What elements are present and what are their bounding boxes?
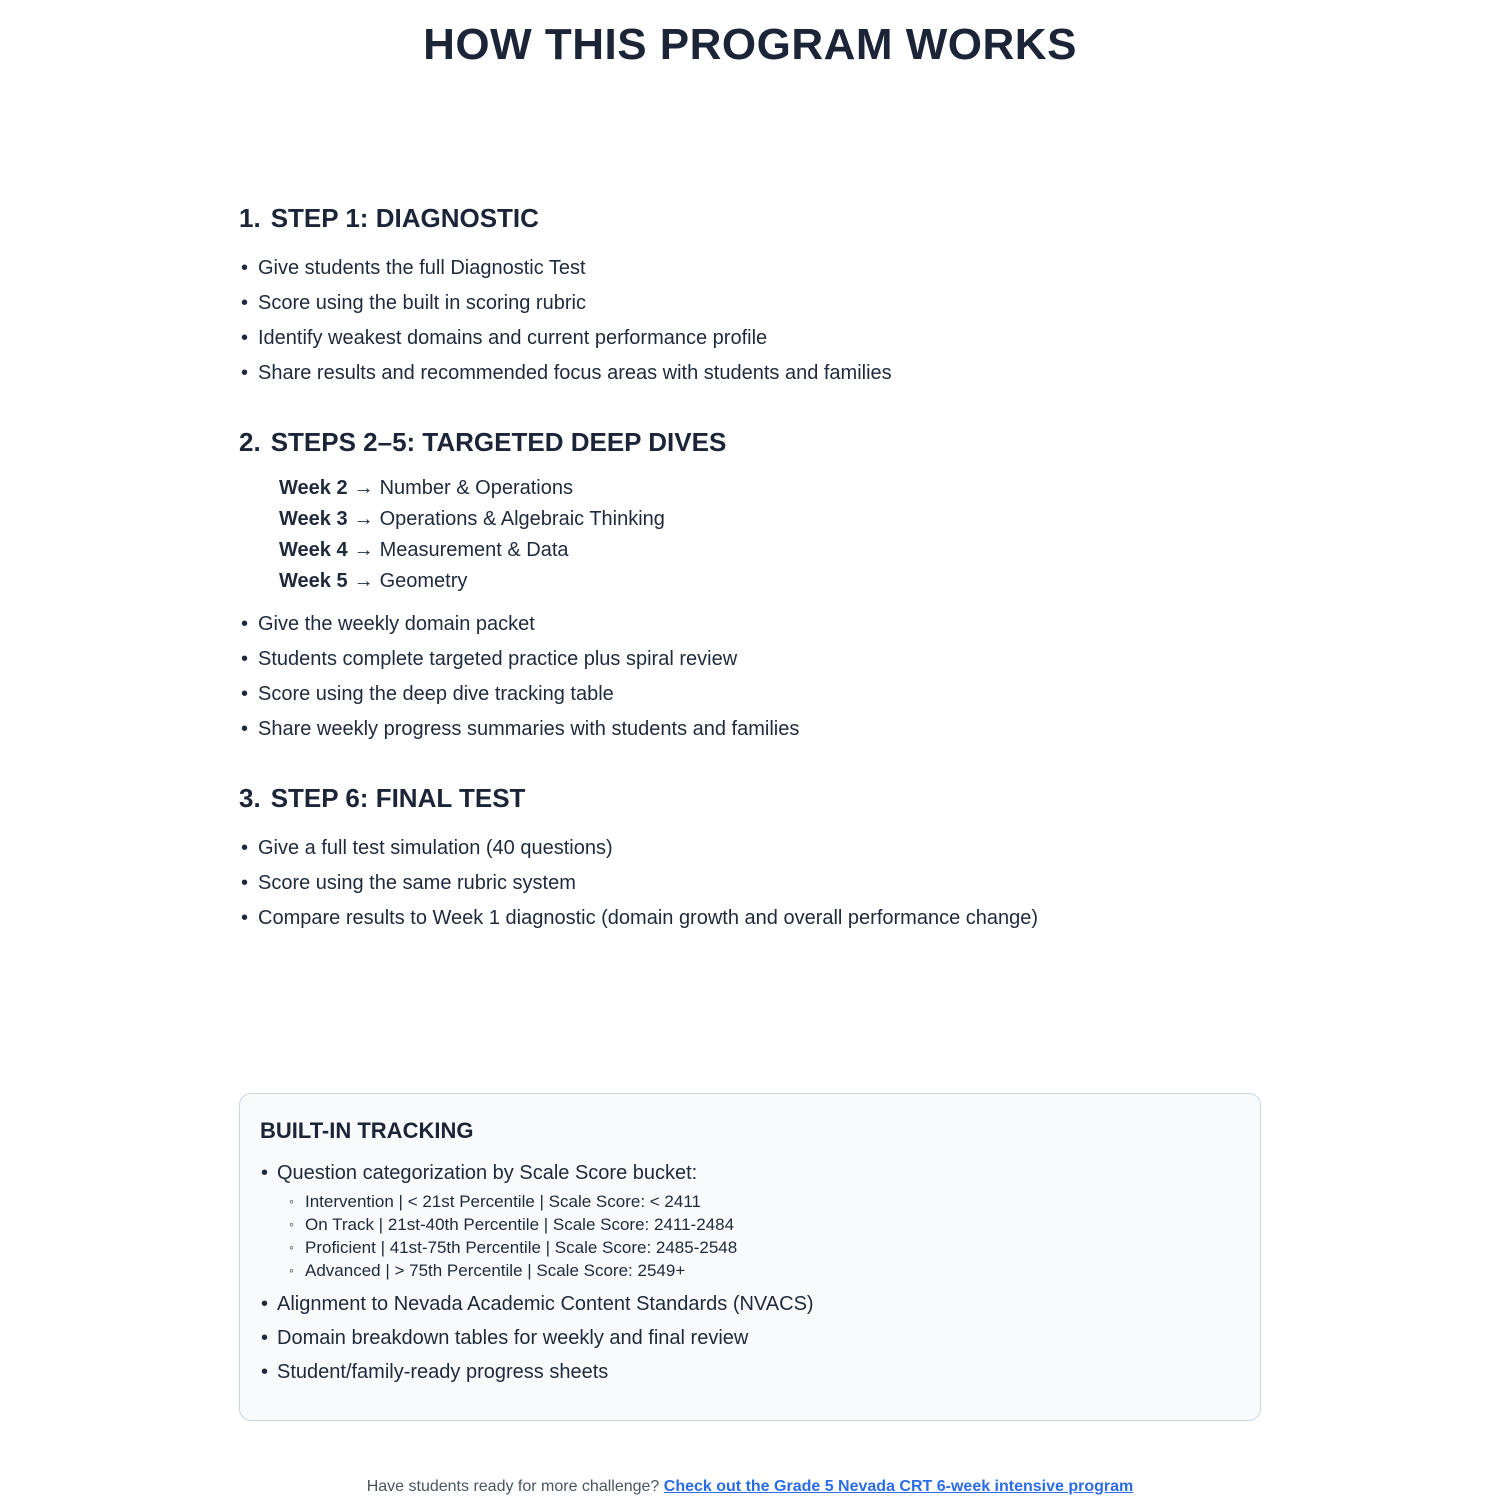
tracking-list (260, 1161, 1238, 1384)
bullet-list (239, 256, 1261, 385)
week-topic: Operations & Algebraic Thinking (379, 508, 665, 530)
bullet-item: • Students complete targeted practice plus spiral review (239, 647, 1261, 671)
tracking-item (260, 1161, 1238, 1282)
tracking-item-label: Question categorization by Scale Score bucket: (277, 1162, 698, 1184)
page-title: HOW THIS PROGRAM WORKS (423, 20, 1077, 69)
section-heading (239, 203, 1261, 234)
bucket-on-track: ◦ On Track | 21st-40th Percentile | Scale Score: 2411-2484 (289, 1213, 1238, 1236)
week-label: Week 5 (279, 570, 348, 592)
section-number: 1. (239, 203, 261, 233)
week-label: Week 3 (279, 508, 348, 530)
week-row (279, 538, 1261, 562)
document-page (0, 20, 1500, 1500)
scale-score-bucket-list (289, 1190, 1238, 1282)
tracking-item: • Domain breakdown tables for weekly and final review (260, 1326, 1238, 1350)
week-row (279, 569, 1261, 593)
bullet-item: • Share weekly progress summaries with students and families (239, 717, 1261, 741)
week-schedule (279, 476, 1261, 593)
content-area (239, 70, 1261, 1421)
bullet-item: • Score using the same rubric system (239, 871, 1261, 895)
section-heading-label: STEPS 2–5: TARGETED DEEP DIVES (270, 427, 727, 457)
section-heading-label: STEP 1: DIAGNOSTIC (270, 203, 539, 233)
tracking-box-heading: BUILT-IN TRACKING (260, 1118, 474, 1143)
section-number: 2. (239, 427, 261, 457)
right-arrow-glyph: → (353, 508, 374, 530)
section-heading (239, 783, 1261, 814)
built-in-tracking-box (239, 1093, 1261, 1421)
bullet-item: • Share results and recommended focus areas with students and families (239, 361, 1261, 385)
bucket-intervention: ◦ Intervention | < 21st Percentile | Scale Score: < 2411 (289, 1190, 1238, 1213)
bullet-item: • Identify weakest domains and current performance profile (239, 326, 1261, 350)
week-label: Week 2 (279, 477, 348, 499)
section-step6-final-test (239, 783, 1261, 930)
bullet-item: • Score using the deep dive tracking table (239, 682, 1261, 706)
footer-note (0, 1478, 1500, 1496)
bucket-proficient: ◦ Proficient | 41st-75th Percentile | Scale Score: 2485-2548 (289, 1236, 1238, 1259)
right-arrow-glyph: → (353, 477, 374, 499)
week-row (279, 507, 1261, 531)
section-number: 3. (239, 783, 261, 813)
bullet-item: • Score using the built in scoring rubric (239, 291, 1261, 315)
tracking-item: • Student/family-ready progress sheets (260, 1360, 1238, 1384)
bullet-item: • Give a full test simulation (40 questions) (239, 836, 1261, 860)
section-step1-diagnostic (239, 203, 1261, 385)
bullet-item: • Compare results to Week 1 diagnostic (domain growth and overall performance change) (239, 906, 1261, 930)
bucket-advanced: ◦ Advanced | > 75th Percentile | Scale Score: 2549+ (289, 1259, 1238, 1282)
week-row (279, 476, 1261, 500)
tracking-item: • Alignment to Nevada Academic Content Standards (NVACS) (260, 1292, 1238, 1316)
week-topic: Geometry (379, 570, 468, 592)
section-heading-label: STEP 6: FINAL TEST (270, 783, 526, 813)
week-label: Week 4 (279, 539, 348, 561)
bullet-list (239, 836, 1261, 930)
section-heading (239, 427, 1261, 458)
bullet-item: • Give the weekly domain packet (239, 612, 1261, 636)
right-arrow-glyph: → (353, 570, 374, 592)
bullet-item: • Give students the full Diagnostic Test (239, 256, 1261, 280)
footer-program-link[interactable]: Check out the Grade 5 Nevada CRT 6-week intensive program (663, 1478, 1134, 1495)
bullet-list (239, 612, 1261, 741)
footer-prompt-text: Have students ready for more challenge? (366, 1478, 660, 1495)
section-steps2-5-deep-dives (239, 427, 1261, 741)
right-arrow-glyph: → (353, 539, 374, 561)
week-topic: Number & Operations (379, 477, 573, 499)
week-topic: Measurement & Data (379, 539, 569, 561)
